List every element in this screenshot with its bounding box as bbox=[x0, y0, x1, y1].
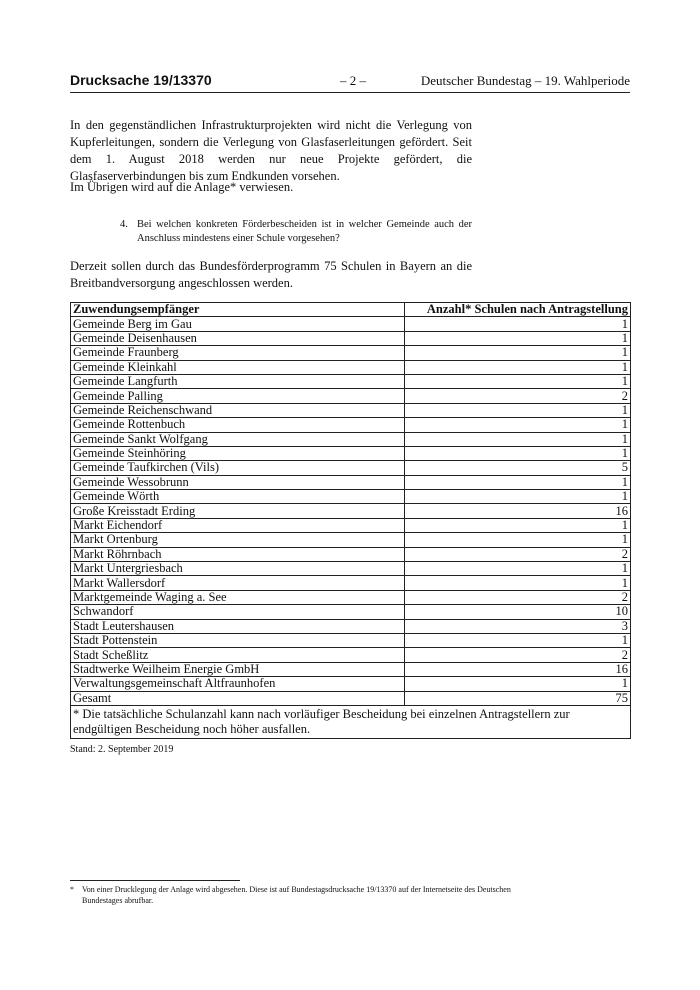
recipient-cell: Gemeinde Langfurth bbox=[71, 374, 405, 388]
table-note: * Die tatsächliche Schulanzahl kann nach vorläufiger Bescheidung bei einzelnen Antragstellern zur endgültigen Bescheidung noch höher ausfallen. bbox=[71, 705, 631, 738]
recipient-cell: Gemeinde Rottenbuch bbox=[71, 418, 405, 432]
table-row bbox=[71, 691, 631, 705]
table-row bbox=[71, 547, 631, 561]
document-number-value: 13370 bbox=[172, 72, 212, 88]
paragraph-infrastructure: In den gegenständlichen Infrastrukturprojekten wird nicht die Verlegung von Kupferleitungen, sondern die Verlegung von Glasfaserleitungen gefördert. Seit dem 1. August 2018 werden nur neue Projekte gefördert, die Glasfaserverbindungen bis zum Endkunden vorsehen. bbox=[70, 118, 472, 183]
school-count-cell: 10 bbox=[405, 605, 631, 619]
school-count-cell: 2 bbox=[405, 590, 631, 604]
table-row bbox=[71, 432, 631, 446]
school-count-cell: 1 bbox=[405, 331, 631, 345]
table-header-row bbox=[71, 303, 631, 317]
recipient-cell: Markt Ortenburg bbox=[71, 533, 405, 547]
table-body bbox=[71, 317, 631, 706]
recipient-cell: Markt Untergriesbach bbox=[71, 562, 405, 576]
table-row bbox=[71, 461, 631, 475]
school-count-cell: 75 bbox=[405, 691, 631, 705]
recipient-cell: Verwaltungsgemeinschaft Altfraunhofen bbox=[71, 677, 405, 691]
recipient-cell: Stadtwerke Weilheim Energie GmbH bbox=[71, 662, 405, 676]
question-text: Bei welchen konkreten Förderbescheiden ist in welcher Gemeinde auch der Anschluss mindestens einer Schule vorgesehen? bbox=[137, 219, 472, 244]
document-label: Drucksache 19/ bbox=[70, 72, 173, 88]
recipient-cell: Stadt Scheßlitz bbox=[71, 648, 405, 662]
paragraph-annex-reference: Im Übrigen wird auf die Anlage* verwiesen. bbox=[70, 180, 294, 194]
school-count-cell: 5 bbox=[405, 461, 631, 475]
recipient-cell: Stadt Pottenstein bbox=[71, 633, 405, 647]
recipient-cell: Stadt Leutershausen bbox=[71, 619, 405, 633]
school-count-cell: 2 bbox=[405, 389, 631, 403]
school-count-cell: 16 bbox=[405, 504, 631, 518]
school-count-cell: 2 bbox=[405, 648, 631, 662]
school-count-cell: 16 bbox=[405, 662, 631, 676]
page-number: – 2 – bbox=[340, 73, 366, 88]
table-row bbox=[71, 633, 631, 647]
recipient-cell: Gemeinde Palling bbox=[71, 389, 405, 403]
table-row bbox=[71, 317, 631, 331]
table-row bbox=[71, 403, 631, 417]
recipient-cell: Gemeinde Fraunberg bbox=[71, 346, 405, 360]
school-count-cell: 1 bbox=[405, 562, 631, 576]
status-date: Stand: 2. September 2019 bbox=[70, 744, 174, 755]
footnote-mark: * bbox=[70, 885, 74, 894]
question-number: 4. bbox=[120, 219, 128, 230]
table-row bbox=[71, 389, 631, 403]
table-row bbox=[71, 576, 631, 590]
recipient-cell: Gemeinde Reichenschwand bbox=[71, 403, 405, 417]
table-row bbox=[71, 562, 631, 576]
table-row bbox=[71, 648, 631, 662]
school-count-cell: 1 bbox=[405, 533, 631, 547]
table-row bbox=[71, 605, 631, 619]
school-count-cell: 1 bbox=[405, 576, 631, 590]
table-row bbox=[71, 518, 631, 532]
parliament-label: Deutscher Bundestag – 19. Wahlperiode bbox=[420, 73, 630, 88]
table-note-row bbox=[71, 705, 631, 738]
recipient-cell: Gemeinde Kleinkahl bbox=[71, 360, 405, 374]
recipient-cell: Markt Eichendorf bbox=[71, 518, 405, 532]
school-count-cell: 1 bbox=[405, 403, 631, 417]
table-row bbox=[71, 533, 631, 547]
table-row bbox=[71, 619, 631, 633]
header-rule bbox=[70, 92, 630, 93]
table-row bbox=[71, 446, 631, 460]
table-row bbox=[71, 504, 631, 518]
table-row bbox=[71, 677, 631, 691]
school-count-cell: 1 bbox=[405, 374, 631, 388]
recipient-cell: Gemeinde Steinhöring bbox=[71, 446, 405, 460]
table-row bbox=[71, 418, 631, 432]
school-count-cell: 3 bbox=[405, 619, 631, 633]
table-row bbox=[71, 662, 631, 676]
table-row bbox=[71, 590, 631, 604]
column-header-recipient: Zuwendungsempfänger bbox=[71, 303, 405, 317]
footnote-text: Von einer Drucklegung der Anlage wird abgesehen. Diese ist auf Bundestagsdrucksache 19/13370 auf der Internetseite des Deutschen Bundestages abrufbar. bbox=[82, 885, 511, 905]
school-count-cell: 1 bbox=[405, 475, 631, 489]
document-number bbox=[70, 72, 212, 88]
recipient-cell: Gemeinde Taufkirchen (Vils) bbox=[71, 461, 405, 475]
school-count-cell: 2 bbox=[405, 547, 631, 561]
school-count-cell: 1 bbox=[405, 346, 631, 360]
recipient-cell: Gemeinde Sankt Wolfgang bbox=[71, 432, 405, 446]
table-row bbox=[71, 490, 631, 504]
recipient-cell: Gesamt bbox=[71, 691, 405, 705]
school-count-cell: 1 bbox=[405, 432, 631, 446]
footnote-rule bbox=[70, 880, 240, 881]
recipient-cell: Markt Röhrnbach bbox=[71, 547, 405, 561]
table-row bbox=[71, 360, 631, 374]
school-count-cell: 1 bbox=[405, 490, 631, 504]
school-count-cell: 1 bbox=[405, 317, 631, 331]
recipient-cell: Markt Wallersdorf bbox=[71, 576, 405, 590]
recipient-cell: Gemeinde Berg im Gau bbox=[71, 317, 405, 331]
school-count-cell: 1 bbox=[405, 633, 631, 647]
table-row bbox=[71, 346, 631, 360]
column-header-school-count: Anzahl* Schulen nach Antragstellung bbox=[405, 303, 631, 317]
school-count-cell: 1 bbox=[405, 677, 631, 691]
school-count-cell: 1 bbox=[405, 518, 631, 532]
table-row bbox=[71, 374, 631, 388]
table-row bbox=[71, 475, 631, 489]
recipient-cell: Marktgemeinde Waging a. See bbox=[71, 590, 405, 604]
school-count-cell: 1 bbox=[405, 360, 631, 374]
school-count-cell: 1 bbox=[405, 446, 631, 460]
recipient-cell: Gemeinde Wörth bbox=[71, 490, 405, 504]
recipient-cell: Gemeinde Wessobrunn bbox=[71, 475, 405, 489]
recipient-cell: Große Kreisstadt Erding bbox=[71, 504, 405, 518]
grant-recipients-table bbox=[70, 302, 631, 739]
page-header bbox=[70, 72, 630, 92]
recipient-cell: Gemeinde Deisenhausen bbox=[71, 331, 405, 345]
paragraph-answer: Derzeit sollen durch das Bundesförderprogramm 75 Schulen in Bayern an die Breitbandversorgung angeschlossen werden. bbox=[70, 259, 472, 290]
table-row bbox=[71, 331, 631, 345]
school-count-cell: 1 bbox=[405, 418, 631, 432]
recipient-cell: Schwandorf bbox=[71, 605, 405, 619]
